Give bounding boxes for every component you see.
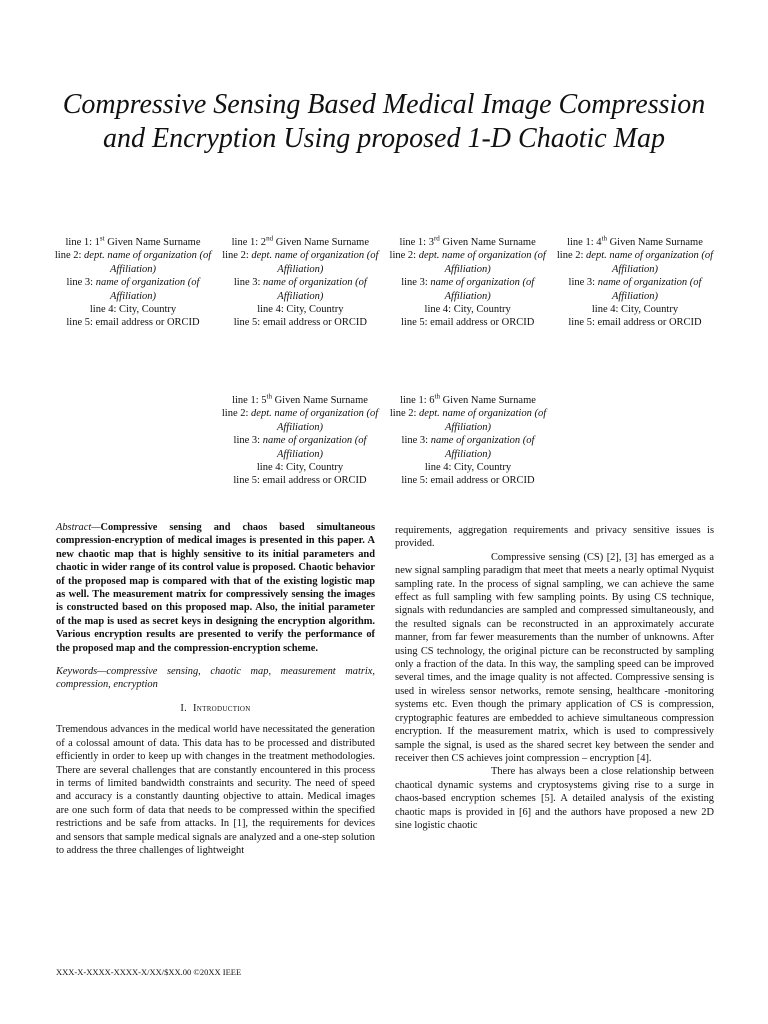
author-block xyxy=(554,236,716,330)
author-line-2: line 2: dept. name of organization (of Affiliation) xyxy=(556,250,714,275)
organization-name: name of organization (of Affiliation) xyxy=(95,277,200,302)
ordinal-suffix: nd xyxy=(266,234,274,243)
ordinal-suffix: rd xyxy=(433,234,440,243)
dept-name: dept. name of organization (of Affiliation) xyxy=(84,250,212,275)
dept-name: dept. name of organization (of Affiliation) xyxy=(419,408,547,433)
section-number: I. xyxy=(180,702,188,714)
author-line-4: line 4: City, Country xyxy=(591,304,679,316)
author-block xyxy=(219,236,381,330)
author-line-1: line 1: 6th Given Name Surname xyxy=(400,392,536,406)
author-line-4: line 4: City, Country xyxy=(256,462,344,474)
author-block xyxy=(387,236,549,330)
author-line-2: line 2: dept. name of organization (of Affiliation) xyxy=(222,250,379,275)
left-column xyxy=(56,521,375,857)
author-line-4: line 4: City, Country xyxy=(424,462,512,474)
author-line-1: line 1: 3rd Given Name Surname xyxy=(399,234,536,248)
abstract xyxy=(56,521,375,655)
body-paragraph: Compressive sensing (CS) [2], [3] has emerged as a new signal sampling paradigm that meet that meets a nearly optimal Nyquist sampling rate. In the process of signal sampling, we can achieve the same effect as full sampling with few sampling points. By using CS technique, signals with redundancies are sampled and compressed simultaneously, and the resulted signals can be reconstructed in an approximately accurate manner, from far fewer measurements than the number of unknowns. After using CS technology, the original picture can be reconstructed by sampling only a fraction of the data. In this way, the sampling speed can be improved several times, and the image quality is not affected. Compressive sensing is used in wireless sensor networks, remote sensing, healthcare -monitoring systems etc. Even though the primary application of CS is compression, cryptographic features are embedded to achieve simultaneous compression encryption. If the measurement matrix, which is used to compressively sample the signal, is used as the shared secret key between the sender and receiver then CS achieves joint compression – encryption [4]. xyxy=(395,551,714,764)
author-line-4: line 4: City, Country xyxy=(257,304,344,316)
dept-name: dept. name of organization (of Affiliation) xyxy=(586,250,714,275)
author-line-3: line 3: name of organization (of Affiliation) xyxy=(568,277,702,302)
organization-name: name of organization (of Affiliation) xyxy=(262,435,367,460)
copyright-footer: XXX-X-XXXX-XXXX-X/XX/$XX.00 ©20XX IEEE xyxy=(56,967,242,977)
author-line-2: line 2: dept. name of organization (of Affiliation) xyxy=(221,408,379,433)
author-line-2: line 2: dept. name of organization (of Affiliation) xyxy=(54,250,212,275)
author-line-3: line 3: name of organization (of Affiliation) xyxy=(233,435,367,460)
author-block xyxy=(387,394,549,488)
author-line-5: line 5: email address or ORCID xyxy=(401,317,535,329)
author-line-5: line 5: email address or ORCID xyxy=(401,475,535,487)
abstract-text: Compressive sensing and chaos based simultaneous compression-encryption of medical images is presented in this paper. A new chaotic map that is highly sensitive to its initial parameters and chaotic in wider range of its control value is proposed. Chaotic behavior of the proposed map is compared with that of the existing logistic map as well. The measurement matrix for compressively sensing the images is constructed based on this proposed map. Also, the initial parameter of the map is used as secret keys in designing the encryption algorithm. Various encryption results are presented to verify the performance of the proposed map and the compression-encryption scheme. xyxy=(56,522,375,654)
dept-name: dept. name of organization (of Affiliation) xyxy=(418,250,546,275)
organization-name: name of organization (of Affiliation) xyxy=(430,277,535,302)
section-heading xyxy=(56,702,375,715)
author-line-2: line 2: dept. name of organization (of Affiliation) xyxy=(389,408,547,433)
author-line-3: line 3: name of organization (of Affiliation) xyxy=(401,277,535,302)
section-title: Introduction xyxy=(192,702,251,714)
body-paragraph: There has always been a close relationship between chaotical dynamic systems and cryptosystems giving rise to a surge in chaos-based encryption schemes [5]. A detailed analysis of the existing chaotic maps is provided in [6] and the authors have proposed a new 2D sine logistic chaotic xyxy=(395,766,714,831)
ordinal-suffix: th xyxy=(434,392,440,401)
author-line-5: line 5: email address or ORCID xyxy=(66,317,200,329)
author-line-5: line 5: email address or ORCID xyxy=(568,317,702,329)
paper-title: Compressive Sensing Based Medical Image Compression and Encryption Using proposed 1-D Chaotic Map xyxy=(62,89,706,154)
keywords xyxy=(56,665,375,692)
keywords-lead: Keywords— xyxy=(56,666,107,678)
author-line-1: line 1: 4th Given Name Surname xyxy=(567,234,703,248)
author-row-2 xyxy=(52,394,716,488)
author-line-1: line 1: 5th Given Name Surname xyxy=(232,392,368,406)
author-line-5: line 5: email address or ORCID xyxy=(233,317,367,329)
author-line-1: line 1: 1st Given Name Surname xyxy=(65,234,201,248)
author-line-1: line 1: 2nd Given Name Surname xyxy=(231,234,369,248)
dept-name: dept. name of organization (of Affiliation) xyxy=(251,250,379,275)
keywords-text: compressive sensing, chaotic map, measurement matrix, compression, encryption xyxy=(56,666,375,691)
ordinal-suffix: th xyxy=(601,234,607,243)
dept-name: dept. name of organization (of Affiliation) xyxy=(251,408,379,433)
author-line-3: line 3: name of organization (of Affiliation) xyxy=(66,277,200,302)
author-line-2: line 2: dept. name of organization (of Affiliation) xyxy=(389,250,546,275)
author-line-3: line 3: name of organization (of Affiliation) xyxy=(401,435,535,460)
organization-name: name of organization (of Affiliation) xyxy=(430,435,535,460)
author-line-3: line 3: name of organization (of Affiliation) xyxy=(233,277,367,302)
right-column xyxy=(395,524,714,832)
ordinal-suffix: th xyxy=(266,392,272,401)
ordinal-suffix: st xyxy=(99,234,105,243)
author-block xyxy=(52,236,214,330)
organization-name: name of organization (of Affiliation) xyxy=(597,277,702,302)
author-block xyxy=(219,394,381,488)
body-paragraph: requirements, aggregation requirements and privacy sensitive issues is provided. xyxy=(395,525,714,550)
author-row-1 xyxy=(52,236,716,330)
author-line-5: line 5: email address or ORCID xyxy=(233,475,367,487)
author-line-4: line 4: City, Country xyxy=(89,304,177,316)
abstract-lead: Abstract— xyxy=(56,522,101,533)
author-line-4: line 4: City, Country xyxy=(424,304,511,316)
organization-name: name of organization (of Affiliation) xyxy=(263,277,367,302)
intro-paragraph: Tremendous advances in the medical world have necessitated the generation of a colossal amount of data. This data has to be processed and distributed efficiently in order to keep up with changes in the treatment methodologies. There are several challenges that are constantly encountered in this process in terms of limited bandwidth constraints and security. The need of speed and accuracy is a constantly daunting objective to attain. Medical images are one such form of data that needs to be compressed within the specified restrictions and be safe from attacks. In [1], the requirements for devices and sensors that sample medical signals are analyzed and a one-step solution to address the three challenges of lightweight xyxy=(56,724,375,856)
